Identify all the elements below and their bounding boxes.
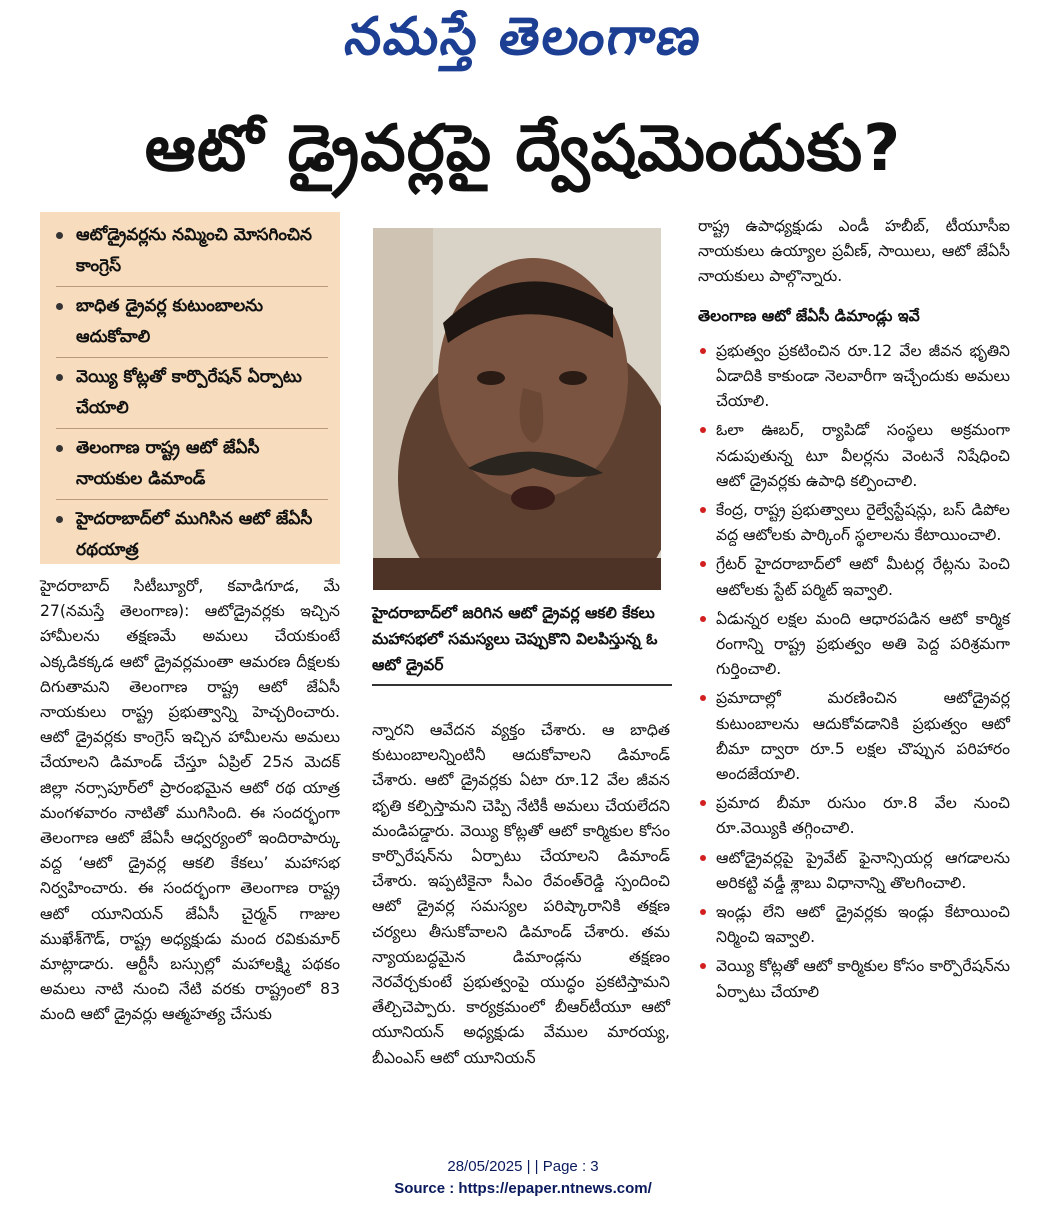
red-bullet-icon — [700, 561, 706, 567]
red-bullet-icon — [700, 507, 706, 513]
highlight-item: హైదరాబాద్‌లో ముగిసిన ఆటో జేఏసీ రథయాత్ర — [56, 504, 328, 570]
footer-date-page: 28/05/2025 | | Page : 3 — [447, 1158, 599, 1175]
red-bullet-icon — [700, 695, 706, 701]
newspaper-masthead: నమస్తే తెలంగాణ — [341, 6, 707, 67]
column-3-intro: రాష్ట్ర ఉపాధ్యక్షుడు ఎండీ హబీబ్, టీయూసీఐ నాయకులు ఉయ్యాల ప్రవీణ్, సాయిలు, ఆటో జేఏసీ నాయకులు పాల్గొన్నారు. — [698, 217, 1010, 286]
page-footer — [0, 1156, 1046, 1200]
demand-item: గ్రేటర్ హైదరాబాద్‌లో ఆటో మీటర్ల రేట్లను పెంచి ఆటోలకు స్టేట్ పర్మిట్ ఇవ్వాలి. — [698, 552, 1010, 602]
demand-item: ఇండ్లు లేని ఆటో డ్రైవర్లకు ఇండ్లు కేటాయించి నిర్మించి ఇవ్వాలి. — [698, 900, 1010, 950]
man-portrait-icon — [373, 228, 661, 590]
article-column-2: న్నారని ఆవేదన వ్యక్తం చేశారు. ఆ బాధిత కుటుంబాలన్నింటినీ ఆదుకోవాలని డిమాండ్ చేశారు. ఆటో డ్రైవర్లకు ఏటా రూ.12 వేల జీవన భృతి కల్పిస్తామని చెప్పి నేటికీ అమలు చేయలేదని మండిపడ్డారు. వెయ్యి కోట్లతో ఆటో కార్మికుల కోసం కార్పొరేషన్‌ను ఏర్పాటు చేయాలని డిమాండ్ చేశారు. ఇప్పటికైనా సీఎం రేవంత్‌రెడ్డి స్పందించి ఆటో డ్రైవర్ల సమస్యల పరిష్కారానికి తక్షణ చర్యలు తీసుకోవాలని డిమాండ్ చేశారు. తమ న్యాయబద్ధమైన డిమాండ్లను తక్షణం నెరవేర్చకుంటే ప్రభుత్వంపై యుద్ధం ప్రకటిస్తామని తేల్చిచెప్పారు. కార్యక్రమంలో బీఆర్‌టీయూ ఆటో యూనియన్ అధ్యక్షుడు వేముల మారయ్య, బీఎంఎస్ ఆటో యూనియన్ — [372, 721, 670, 1067]
red-bullet-icon — [700, 616, 706, 622]
demand-item: ప్రమాద బీమా రుసుం రూ.8 వేల నుంచి రూ.వెయ్యికి తగ్గించాలి. — [698, 791, 1010, 841]
demand-item: కేంద్ర, రాష్ట్ర ప్రభుత్వాలు రైల్వేస్టేషన్లు, బస్ డిపోల వద్ద ఆటోలకు పార్కింగ్ స్థలాలను కేటాయించాలి. — [698, 498, 1010, 548]
demand-item: ప్రమాదాల్లో మరణించిన ఆటోడ్రైవర్ల కుటుంబాలను ఆదుకోవడానికి ప్రభుత్వం ఆటో బీమా ద్వారా రూ.5 లక్షల చొప్పున పరిహారం అందజేయాలి. — [698, 686, 1010, 787]
bullet-icon — [56, 445, 63, 452]
bullet-icon — [56, 516, 63, 523]
red-bullet-icon — [700, 909, 706, 915]
article-headline: ఆటో డ్రైవర్లపై ద్వేషమెందుకు? — [144, 112, 902, 186]
demands-heading: తెలంగాణ ఆటో జేఏసీ డిమాండ్లు ఇవే — [698, 306, 920, 325]
red-bullet-icon — [700, 855, 706, 861]
demand-item: ఆటోడ్రైవర్లపై ప్రైవేట్ ఫైనాన్సియర్ల ఆగడాలను అరికట్టి వడ్డీ శ్లాబు విధానాన్ని తొలగించాలి. — [698, 846, 1010, 896]
demand-item: వెయ్యి కోట్లతో ఆటో కార్మికుల కోసం కార్పొరేషన్‌ను ఏర్పాటు చేయాలి — [698, 954, 1010, 1004]
photo-caption: హైదరాబాద్‌లో జరిగిన ఆటో డ్రైవర్ల ఆకలి కేకలు మహాసభలో సమస్యలు చెప్పుకొని విలపిస్తున్న ఓ ఆటో డ్రైవర్ — [372, 600, 672, 686]
demand-item: ప్రభుత్వం ప్రకటించిన రూ.12 వేల జీవన భృతిని ఏడాదికి కాకుండా నెలవారీగా ఇచ్చేందుకు అమలు చేయాలి. — [698, 339, 1010, 415]
highlight-item: తెలంగాణ రాష్ట్ర ఆటో జేఏసీ నాయకుల డిమాండ్ — [56, 433, 328, 500]
footer-source: Source : https://epaper.ntnews.com/ — [394, 1180, 652, 1197]
highlight-item: ఆటోడ్రైవర్లను నమ్మించి మోసగించిన కాంగ్రెస్ — [56, 220, 328, 287]
bullet-icon — [56, 303, 63, 310]
red-bullet-icon — [700, 348, 706, 354]
bullet-icon — [56, 232, 63, 239]
demand-item: ఏడున్నర లక్షల మంది ఆధారపడిన ఆటో కార్మిక రంగాన్ని రాష్ట్ర ప్రభుత్వం అతి పెద్ద పరిశ్రమగా గుర్తించాలి. — [698, 607, 1010, 683]
auto-driver-photo — [373, 228, 661, 590]
red-bullet-icon — [700, 800, 706, 806]
bullet-icon — [56, 374, 63, 381]
highlights-box — [40, 212, 340, 564]
highlight-item: బాధిత డ్రైవర్ల కుటుంబాలను ఆదుకోవాలి — [56, 291, 328, 358]
highlight-item: వెయ్యి కోట్లతో కార్పొరేషన్ ఏర్పాటు చేయాలి — [56, 362, 328, 429]
demand-item: ఓలా ఊబర్, ర్యాపిడో సంస్థలు అక్రమంగా నడుపుతున్న టూ వీలర్లను వెంటనే నిషేధించి ఆటో డ్రైవర్లకు ఉపాధి కల్పించాలి. — [698, 418, 1010, 494]
demands-list — [698, 339, 1010, 1005]
red-bullet-icon — [700, 963, 706, 969]
red-bullet-icon — [700, 427, 706, 433]
article-column-3 — [698, 214, 1010, 1009]
article-column-1: హైదరాబాద్ సిటీబ్యూరో, కవాడిగూడ, మే 27(నమస్తే తెలంగాణ): ఆటోడ్రైవర్లకు ఇచ్చిన హామీలను తక్షణమే అమలు చేయకుంటే ఎక్కడికక్కడ ఆటో డ్రైవర్లమంతా ఆమరణ దీక్షలకు దిగుతామని తెలంగాణ రాష్ట్ర ఆటో జేఏసీ నాయకులు రాష్ట్ర ప్రభుత్వాన్ని హెచ్చరించారు. ఆటో డ్రైవర్లకు కాంగ్రెస్ ఇచ్చిన హామీలను అమలు చేయాలని డిమాండ్ చేస్తూ ఏప్రిల్ 25న మెదక్ జిల్లా నర్సాపూర్‌లో ప్రారంభమైన ఆటో రథ యాత్ర మంగళవారం నాటితో ముగిసింది. ఈ సందర్భంగా తెలంగాణ ఆటో జేఏసీ ఆధ్వర్యంలో ఇందిరాపార్కు వద్ద ‘ఆటో డ్రైవర్ల ఆకలి కేకలు’ మహాసభ నిర్వహించారు. ఈ సందర్భంగా తెలంగాణ రాష్ట్ర ఆటో యూనియన్ జేఏసీ చైర్మన్ గాజుల ముఖేశ్‌గౌడ్, రాష్ట్ర అధ్యక్షుడు మంద రవికుమార్ మాట్లాడారు. ఆర్టీసీ బస్సుల్లో మహాలక్ష్మి పథకం అమలు నాటి నుంచి నేటి వరకు రాష్ట్రంలో 83 మంది ఆటో డ్రైవర్లు ఆత్మహత్య చేసుకు — [40, 577, 340, 1024]
